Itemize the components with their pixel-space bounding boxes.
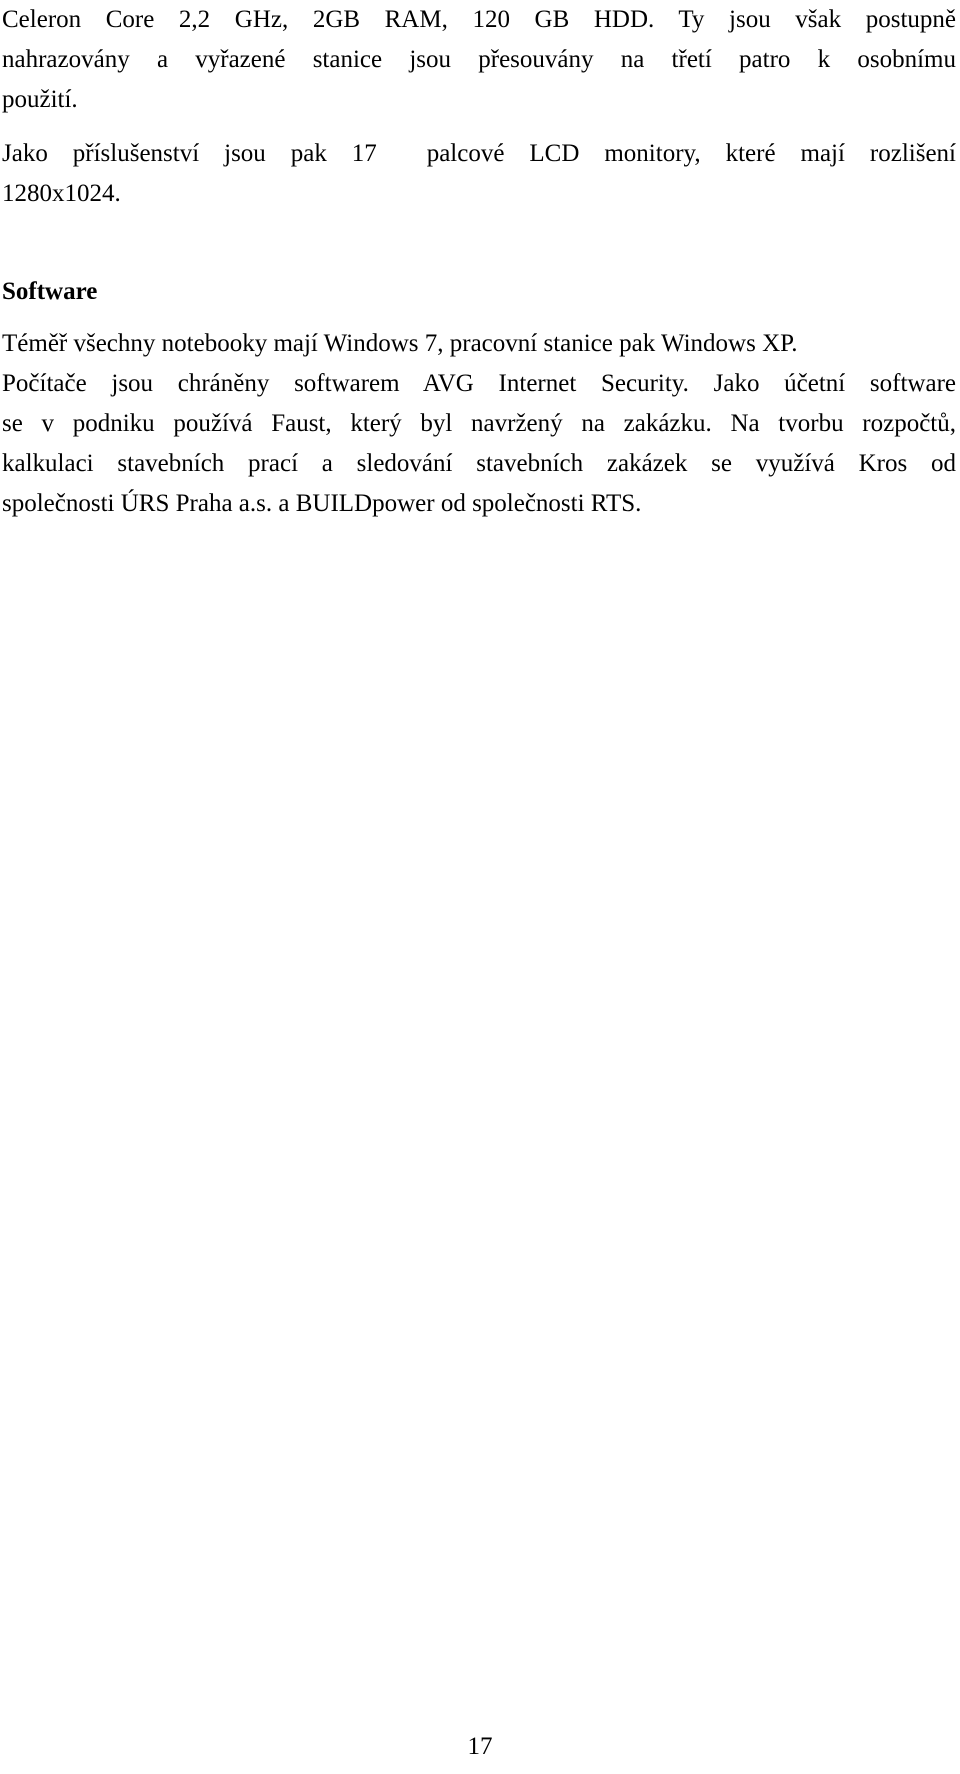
accessories-line-1: Jako příslušenství jsou pak 17 palcové LCD monitory, které mají rozlišení: [2, 140, 956, 167]
intro-line-3: použití.: [2, 86, 78, 113]
page-number-text: 17: [467, 1733, 493, 1760]
intro-line-1: Celeron Core 2,2 GHz, 2GB RAM, 120 GB HDD. Ty jsou však postupně: [2, 6, 956, 33]
software-paragraph: [2, 324, 956, 524]
software-line-3: se v podniku používá Faust, který byl navržený na zakázku. Na tvorbu rozpočtů,: [2, 410, 956, 437]
software-line-2: Počítače jsou chráněny softwarem AVG Internet Security. Jako účetní software: [2, 370, 956, 397]
intro-paragraph: [2, 0, 956, 120]
accessories-line-2: 1280x1024.: [2, 180, 121, 207]
page-number: [0, 1727, 960, 1767]
document-body: [2, 0, 956, 524]
software-heading: Software: [2, 278, 98, 305]
software-line-1: Téměř všechny notebooky mají Windows 7, pracovní stanice pak Windows XP.: [2, 330, 798, 357]
intro-line-2: nahrazovány a vyřazené stanice jsou přesouvány na třetí patro k osobnímu: [2, 46, 956, 73]
accessories-paragraph: [2, 134, 956, 214]
software-line-5: společnosti ÚRS Praha a.s. a BUILDpower od společnosti RTS.: [2, 490, 642, 517]
software-line-4: kalkulaci stavebních prací a sledování stavebních zakázek se využívá Kros od: [2, 450, 956, 477]
